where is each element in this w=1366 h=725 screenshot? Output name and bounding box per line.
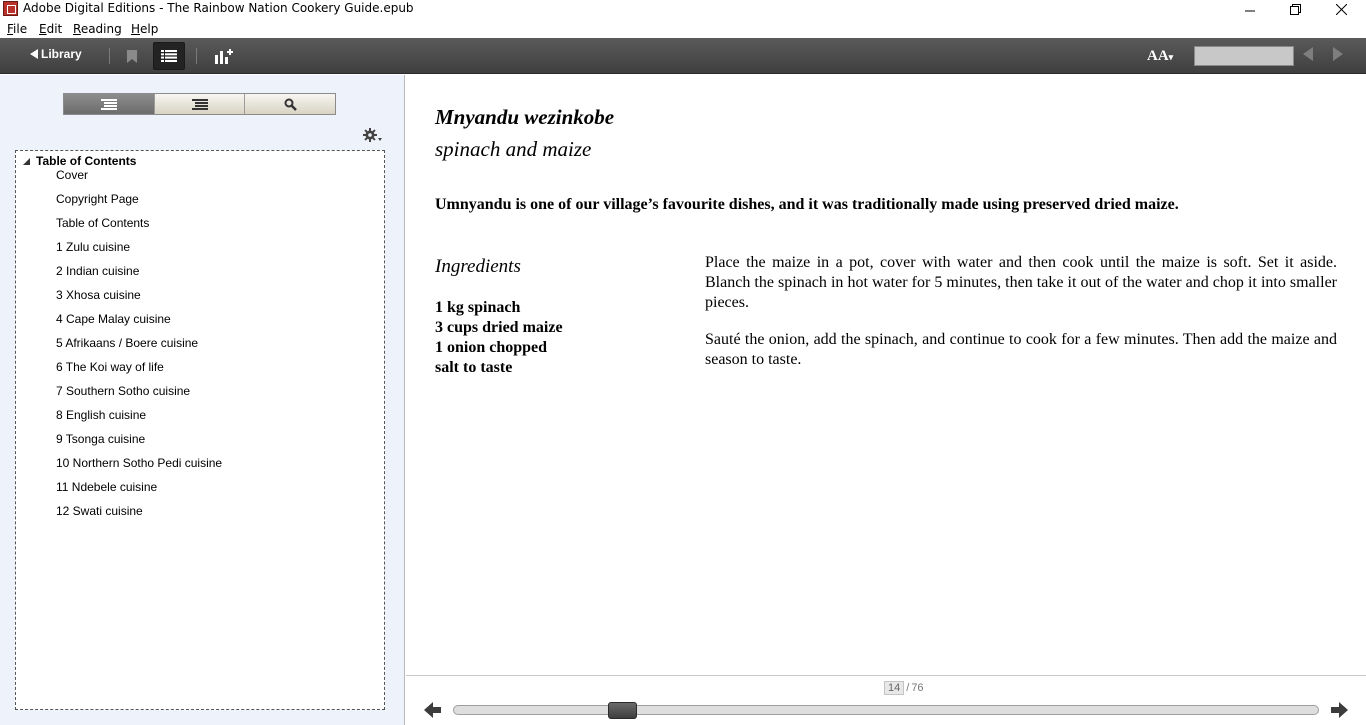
arrow-left-icon <box>1303 47 1313 61</box>
arrow-right-icon <box>1331 702 1348 718</box>
recipe-title: Mnyandu wezinkobe <box>435 105 615 129</box>
previous-page-arrow-button[interactable] <box>424 702 441 721</box>
menu-reading[interactable]: Reading <box>73 22 122 36</box>
menu-bar <box>0 20 1366 38</box>
sidebar-tabs <box>63 93 336 115</box>
library-label: Library <box>41 47 82 61</box>
restore-icon <box>1290 4 1301 15</box>
menu-help[interactable]: Help <box>131 22 159 36</box>
bar-chart-add-icon <box>215 49 233 64</box>
bookmark-icon <box>127 50 137 63</box>
toc-item[interactable]: 2 Indian cuisine <box>56 264 140 278</box>
toolbar-separator <box>109 48 110 64</box>
minimize-button[interactable] <box>1227 0 1273 19</box>
bookmark-button[interactable] <box>121 46 143 66</box>
toc-item[interactable]: 1 Zulu cuisine <box>56 240 131 254</box>
sidebar-settings-button[interactable] <box>363 128 383 145</box>
toc-item[interactable]: 8 English cuisine <box>56 408 147 422</box>
add-to-library-button[interactable] <box>213 46 235 66</box>
minimize-icon <box>1245 5 1255 15</box>
page-slider-thumb[interactable] <box>608 702 637 719</box>
bookmark-list-icon <box>192 99 208 110</box>
ingredient-item: 3 cups dried maize <box>435 319 563 336</box>
toc-item[interactable]: Cover <box>56 168 89 182</box>
toc-item[interactable]: 3 Xhosa cuisine <box>56 288 141 302</box>
method-text <box>705 253 1337 387</box>
recipe-intro: Umnyandu is one of our village’s favourite dishes, and it was traditionally made using preserved dried maize. <box>435 196 1179 213</box>
tab-search[interactable] <box>245 94 335 114</box>
ingredient-item: 1 onion chopped <box>435 339 548 356</box>
toc-toggle-button[interactable] <box>153 42 185 70</box>
ingredient-item: 1 kg spinach <box>435 299 521 316</box>
toc-item[interactable]: 10 Northern Sotho Pedi cuisine <box>56 456 223 470</box>
toc-root-item[interactable] <box>23 154 136 168</box>
ingredients-list <box>435 298 563 378</box>
expand-triangle-icon[interactable] <box>23 158 30 165</box>
toc-list-icon <box>101 99 117 110</box>
ingredients-heading: Ingredients <box>435 256 521 277</box>
toolbar <box>0 38 1366 74</box>
page-separator: / <box>906 682 910 694</box>
close-button[interactable] <box>1318 0 1364 19</box>
toc-item[interactable]: Table of Contents <box>56 216 150 230</box>
next-page-arrow-button[interactable] <box>1331 702 1348 721</box>
toc-item[interactable]: 7 Southern Sotho cuisine <box>56 384 191 398</box>
method-paragraph: Sauté the onion, add the spinach, and continue to cook for a few minutes. Then add the maize and season to taste. <box>705 331 1337 368</box>
back-arrow-icon <box>30 49 38 59</box>
menu-edit[interactable]: Edit <box>39 22 63 36</box>
toc-title: Table of Contents <box>36 154 137 168</box>
next-page-button[interactable] <box>1333 47 1343 64</box>
app-logo-icon <box>3 1 18 16</box>
toc-list <box>56 168 222 528</box>
toc-item[interactable]: 9 Tsonga cuisine <box>56 432 146 446</box>
library-button[interactable] <box>30 47 82 61</box>
toc-item[interactable]: 5 Afrikaans / Boere cuisine <box>56 336 199 350</box>
location-input[interactable] <box>1194 46 1294 66</box>
toolbar-separator <box>196 48 197 64</box>
font-size-button[interactable] <box>1147 48 1173 65</box>
arrow-right-icon <box>1333 47 1343 61</box>
toc-item[interactable]: 12 Swati cuisine <box>56 504 143 518</box>
font-size-label: AA <box>1147 48 1169 64</box>
previous-page-button[interactable] <box>1303 47 1313 64</box>
sidebar <box>0 75 405 725</box>
restore-button[interactable] <box>1272 0 1318 19</box>
chevron-down-icon: ▾ <box>1168 52 1174 62</box>
menu-file[interactable]: File <box>7 22 28 36</box>
tab-table-of-contents[interactable] <box>64 94 155 114</box>
search-icon <box>284 98 297 111</box>
toc-panel <box>15 150 385 710</box>
total-pages: 76 <box>911 682 924 694</box>
arrow-left-icon <box>424 702 441 718</box>
toc-item[interactable]: 11 Ndebele cuisine <box>56 480 158 494</box>
tab-bookmarks[interactable] <box>155 94 246 114</box>
gear-icon <box>363 128 383 142</box>
page-navigation-bar <box>406 675 1366 725</box>
ingredient-item: salt to taste <box>435 359 513 376</box>
toc-item[interactable]: 4 Cape Malay cuisine <box>56 312 171 326</box>
list-icon <box>161 50 177 62</box>
toc-item[interactable]: 6 The Koi way of life <box>56 360 164 374</box>
close-icon <box>1336 4 1347 15</box>
title-bar <box>0 0 1366 19</box>
window-title: Adobe Digital Editions - The Rainbow Nation Cookery Guide.epub <box>23 1 414 15</box>
method-paragraph: Place the maize in a pot, cover with water and then cook until the maize is soft. Set it aside. Blanch the spinach in hot water for 5 minutes, then take it out of the water and chop it into smaller pieces. <box>705 254 1337 311</box>
recipe-subtitle: spinach and maize <box>435 137 592 161</box>
page-slider[interactable] <box>453 705 1319 715</box>
current-page-field[interactable]: 14 <box>884 681 904 695</box>
toc-item[interactable]: Copyright Page <box>56 192 139 206</box>
page-indicator <box>884 681 924 695</box>
reading-pane <box>406 75 1366 675</box>
